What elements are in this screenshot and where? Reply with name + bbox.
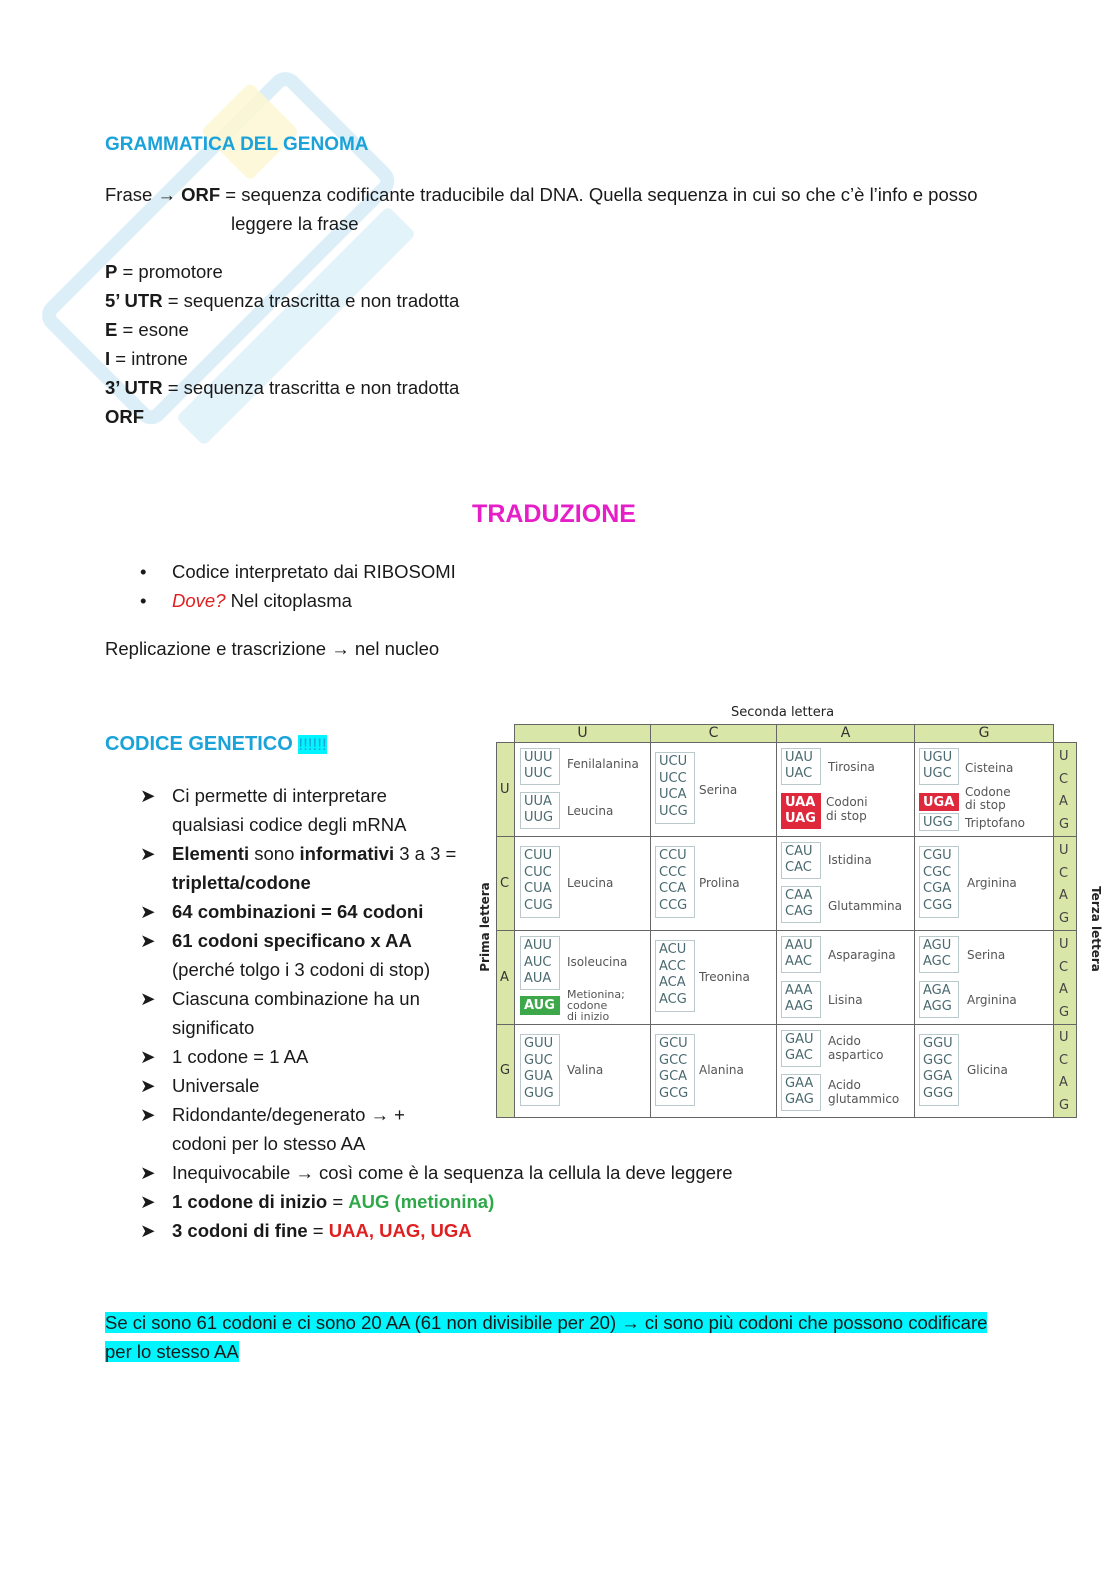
arrow-icon: → xyxy=(157,184,176,205)
codon-box xyxy=(520,1034,560,1106)
genome-heading: GRAMMATICA DEL GENOMA xyxy=(105,134,369,155)
point-text: sono xyxy=(249,843,300,864)
col-header-c: C xyxy=(650,724,777,743)
codon: AUG xyxy=(524,998,555,1013)
arrow-icon: → xyxy=(621,1312,640,1333)
arrow-bullet-icon: ➤ xyxy=(140,1220,156,1241)
grid-hline xyxy=(496,836,1077,837)
point-elementi xyxy=(140,839,457,868)
grid-hline xyxy=(496,930,1077,931)
amino-acid: Cisteina xyxy=(965,761,1014,775)
orf-def-line2: leggere la frase xyxy=(231,213,359,234)
genome-item-p xyxy=(105,257,459,286)
codon: AUC xyxy=(524,954,552,970)
third-a: A xyxy=(1059,1075,1068,1090)
codon: CUC xyxy=(524,864,552,880)
aa-line: Metionina; xyxy=(567,988,625,1001)
codon: UAC xyxy=(785,766,813,781)
point-bold-2: informativi xyxy=(299,843,395,864)
orf-definition xyxy=(105,180,1005,209)
point-bold: tripletta/codone xyxy=(172,872,311,893)
amino-acid: Tirosina xyxy=(828,760,875,774)
arrow-bullet-icon: ➤ xyxy=(140,1104,156,1125)
codon: UAU xyxy=(785,750,813,765)
codon: UCU xyxy=(659,754,688,769)
third-g: G xyxy=(1059,1004,1070,1020)
bullet-ribosomi: • Codice interpretato dai RIBOSOMI xyxy=(172,557,456,586)
codon: UGG xyxy=(923,815,953,830)
dove-answer: Nel citoplasma xyxy=(225,590,352,611)
codon-box xyxy=(655,940,695,1012)
codon: CUU xyxy=(524,848,553,863)
point-ridondante-cont: codoni per lo stesso AA xyxy=(172,1133,366,1154)
codon: GAA xyxy=(785,1076,814,1091)
point-ridondante xyxy=(140,1100,405,1129)
codon-box xyxy=(781,981,821,1018)
codon: GUG xyxy=(524,1085,554,1101)
point-61-cont: (perché tolgo i 3 codoni di stop) xyxy=(172,959,431,980)
aa-line: aspartico xyxy=(828,1048,884,1062)
third-g: G xyxy=(1059,816,1070,832)
codon: UGC xyxy=(923,766,952,781)
arrow-icon: → xyxy=(295,1162,314,1183)
aa-line: Codone xyxy=(965,785,1011,799)
amino-acid: Glicina xyxy=(967,1063,1008,1077)
point-61 xyxy=(140,926,412,955)
amino-acid: Lisina xyxy=(828,993,863,1007)
genome-item-e xyxy=(105,315,459,344)
point-bold: 64 combinazioni = 64 codoni xyxy=(172,901,424,922)
amino-acid xyxy=(826,795,868,823)
codon: ACG xyxy=(659,991,687,1007)
stop-codon-box xyxy=(781,793,821,829)
codon-box xyxy=(781,842,821,879)
codon: AAU xyxy=(785,938,813,953)
point-inizio xyxy=(140,1187,495,1216)
amino-acid xyxy=(828,1034,884,1062)
amino-acid: Prolina xyxy=(699,876,740,890)
codon: GAG xyxy=(785,1092,814,1107)
point-64 xyxy=(140,897,424,926)
codon: CCC xyxy=(659,864,687,880)
codon: UAA xyxy=(785,795,816,810)
start-codon-box xyxy=(520,996,560,1015)
term: ORF xyxy=(105,406,145,427)
term: E xyxy=(105,319,118,340)
codon: CGA xyxy=(923,881,952,896)
codon: GCA xyxy=(659,1069,688,1084)
codon-box xyxy=(655,846,695,918)
amino-acid: Fenilalanina xyxy=(567,757,639,771)
codon-box xyxy=(520,936,560,990)
orf-def-line1: = sequenza codificante traducibile dal DNA. Quella sequenza in cui so che c’è l’info e posso xyxy=(220,184,978,205)
third-a: A xyxy=(1059,794,1068,809)
point-interpretare-cont: qualsiasi codice degli mRNA xyxy=(172,814,407,835)
aa-line: codone xyxy=(567,999,608,1012)
genome-item-5utr xyxy=(105,286,459,315)
point-fine xyxy=(140,1216,472,1245)
point-interpretare xyxy=(140,781,387,810)
point-text: 1 codone = 1 AA xyxy=(172,1046,309,1067)
codon: CAU xyxy=(785,844,813,859)
amino-acid: Serina xyxy=(699,783,738,797)
point-plus: + xyxy=(389,1104,405,1125)
stop-codons-value: UAA, UAG, UGA xyxy=(328,1220,472,1241)
third-g: G xyxy=(1059,910,1070,926)
row-header-u: U xyxy=(500,782,510,797)
codon: AUA xyxy=(524,971,552,986)
amino-acid: Istidina xyxy=(828,853,872,867)
codon: AGC xyxy=(923,954,951,969)
codice-heading-text: CODICE GENETICO xyxy=(105,733,293,755)
arrow-bullet-icon: ➤ xyxy=(140,1046,156,1067)
third-letter-label: Terza lettera xyxy=(1089,886,1103,972)
third-letters-c xyxy=(1059,840,1069,930)
third-g: G xyxy=(1059,1097,1070,1113)
point-bold: 3 codoni di fine xyxy=(172,1220,308,1241)
codon: CAG xyxy=(785,904,813,919)
codon-box xyxy=(655,1034,695,1106)
desc: = introne xyxy=(110,348,188,369)
amino-acid: Arginina xyxy=(967,876,1017,890)
col-header-u: U xyxy=(514,724,651,743)
codon: CGU xyxy=(923,848,952,863)
amino-acid: Valina xyxy=(567,1063,604,1077)
amino-acid: Serina xyxy=(967,948,1006,962)
codon-box xyxy=(919,748,959,785)
term: 3’ UTR xyxy=(105,377,163,398)
codon: CAA xyxy=(785,888,813,903)
codon: GAC xyxy=(785,1048,813,1063)
replication-text: Replicazione e trascrizione xyxy=(105,638,332,659)
point-1codone xyxy=(140,1042,309,1071)
amino-acid xyxy=(828,1078,899,1106)
amino-acid: Arginina xyxy=(967,993,1017,1007)
replication-line xyxy=(105,634,439,663)
term: P xyxy=(105,261,118,282)
third-u: U xyxy=(1059,843,1069,858)
point-universale xyxy=(140,1071,260,1100)
codon: GUC xyxy=(524,1052,553,1068)
codon: UCG xyxy=(659,803,688,819)
codon-box xyxy=(655,752,695,824)
codon: GGG xyxy=(923,1085,954,1101)
traduzione-title: TRADUZIONE xyxy=(472,500,636,528)
desc: = sequenza trascritta e non tradotta xyxy=(162,290,460,311)
aa-line: Acido xyxy=(828,1078,861,1092)
amino-acid: Asparagina xyxy=(828,948,896,962)
point-text: Universale xyxy=(172,1075,260,1096)
third-letters-a xyxy=(1059,934,1069,1024)
traduzione-bullets xyxy=(172,557,456,615)
third-a: A xyxy=(1059,982,1068,997)
codon: UUG xyxy=(524,810,554,825)
arrow-bullet-icon: ➤ xyxy=(140,1075,156,1096)
codon-box xyxy=(919,813,959,831)
codon-box xyxy=(919,846,959,918)
aa-line: di stop xyxy=(826,809,867,823)
codon-box xyxy=(919,1034,959,1106)
point-text: = xyxy=(307,1220,329,1241)
codon: CUG xyxy=(524,897,553,913)
desc: = sequenza trascritta e non tradotta xyxy=(162,377,460,398)
desc: = esone xyxy=(117,319,189,340)
point-text: Ciascuna combinazione ha un xyxy=(172,988,420,1009)
codon: UUC xyxy=(524,766,553,781)
note-line2: per lo stesso AA xyxy=(105,1341,239,1362)
point-tripletta xyxy=(172,868,311,897)
desc: = promotore xyxy=(117,261,223,282)
codon: ACU xyxy=(659,942,687,957)
col-header-a: A xyxy=(776,724,915,743)
genome-list xyxy=(105,257,459,431)
point-text-2: così come è la sequenza la cellula la deve leggere xyxy=(313,1162,733,1183)
third-letters-u xyxy=(1059,746,1069,836)
codon: GGU xyxy=(923,1036,953,1051)
codon: GUU xyxy=(524,1036,554,1051)
replication-place: nel nucleo xyxy=(349,638,440,659)
row-header-g: G xyxy=(500,1063,511,1078)
aa-line: di inizio xyxy=(567,1010,610,1023)
third-a: A xyxy=(1059,888,1068,903)
codon: UUA xyxy=(524,794,552,809)
codon: CGC xyxy=(923,864,952,880)
genome-item-i xyxy=(105,344,459,373)
third-u: U xyxy=(1059,937,1069,952)
point-bold: Elementi xyxy=(172,843,250,864)
codon: GCG xyxy=(659,1085,689,1101)
aa-line: di stop xyxy=(965,798,1006,812)
codon: GCU xyxy=(659,1036,688,1051)
note-line1 xyxy=(105,1312,987,1333)
grid-hline xyxy=(496,1024,1077,1025)
codon: AGU xyxy=(923,938,952,953)
amino-acid: Leucina xyxy=(567,804,614,818)
codon: GGA xyxy=(923,1069,953,1084)
codon-box xyxy=(520,792,560,829)
first-letter-label: Prima lettera xyxy=(478,882,492,972)
point-text: Ridondante/degenerato xyxy=(172,1104,371,1125)
amino-acid: Leucina xyxy=(567,876,614,890)
aa-line: Acido xyxy=(828,1034,861,1048)
arrow-icon: → xyxy=(331,638,350,659)
point-text: = xyxy=(327,1191,349,1212)
point-text: Ci permette di interpretare xyxy=(172,785,387,806)
codon: AGA xyxy=(923,983,951,998)
codon-box xyxy=(919,981,959,1018)
codon: CCA xyxy=(659,881,687,896)
arrow-bullet-icon: ➤ xyxy=(140,1191,156,1212)
point-text-2: 3 a 3 = xyxy=(394,843,457,864)
codon-box xyxy=(781,886,821,923)
amino-acid xyxy=(965,786,1011,812)
second-letter-label: Seconda lettera xyxy=(731,705,835,720)
third-u: U xyxy=(1059,749,1069,764)
codon-box xyxy=(781,748,821,785)
codon-box xyxy=(781,1074,821,1111)
amino-acid: Treonina xyxy=(699,970,750,984)
third-c: C xyxy=(1059,771,1069,787)
codon-box xyxy=(781,1030,821,1067)
codice-heading xyxy=(105,733,327,756)
codon: AAC xyxy=(785,954,812,969)
orf-term: ORF xyxy=(181,184,221,205)
genetic-code-table xyxy=(476,700,1103,1125)
codon: ACA xyxy=(659,975,686,990)
row-header-a: A xyxy=(500,970,509,985)
start-codon-value: AUG (metionina) xyxy=(348,1191,495,1212)
genome-item-3utr xyxy=(105,373,459,402)
codon: AAA xyxy=(785,983,813,998)
codon: UAG xyxy=(785,811,816,826)
aa-line: Codoni xyxy=(826,795,868,809)
codon-box xyxy=(520,748,560,785)
codon-box xyxy=(781,936,821,973)
arrow-bullet-icon: ➤ xyxy=(140,930,156,951)
codon-box xyxy=(919,936,959,973)
codon: CCG xyxy=(659,897,688,913)
codon: CUA xyxy=(524,881,552,896)
codon: ACC xyxy=(659,958,686,974)
codon: UUU xyxy=(524,750,553,765)
codon: AUU xyxy=(524,938,552,953)
codon: UGU xyxy=(923,750,953,765)
codon: GGC xyxy=(923,1052,953,1068)
bullet-dove xyxy=(172,586,456,615)
third-c: C xyxy=(1059,959,1069,975)
codon-box xyxy=(520,846,560,918)
note-paragraph xyxy=(105,1308,1005,1366)
codon: UCC xyxy=(659,770,687,786)
codon: CCU xyxy=(659,848,687,863)
codon: UCA xyxy=(659,787,687,802)
arrow-bullet-icon: ➤ xyxy=(140,901,156,922)
codon: GUA xyxy=(524,1069,553,1084)
codon: GAU xyxy=(785,1032,814,1047)
point-bold: 61 codoni specificano x AA xyxy=(172,930,412,951)
amino-acid: Alanina xyxy=(699,1063,744,1077)
amino-acid xyxy=(567,989,625,1022)
note-text-b: ci sono più codoni che possono codificare xyxy=(639,1312,988,1333)
point-text: Inequivocabile xyxy=(172,1162,296,1183)
third-letters-g xyxy=(1059,1027,1069,1117)
point-significato-cont: significato xyxy=(172,1017,255,1038)
point-significato xyxy=(140,984,420,1013)
genome-item-orf xyxy=(105,402,459,431)
row-header-c: C xyxy=(500,876,510,891)
codice-heading-highlight: !!!!!! xyxy=(298,735,327,754)
note-text-a: Se ci sono 61 codoni e ci sono 20 AA (61 non divisibile per 20) xyxy=(105,1312,622,1333)
amino-acid: Triptofano xyxy=(965,816,1026,830)
codon: AGG xyxy=(923,999,952,1014)
arrow-bullet-icon: ➤ xyxy=(140,988,156,1009)
codon: CGG xyxy=(923,897,953,913)
frase-label: Frase xyxy=(105,184,158,205)
point-bold: 1 codone di inizio xyxy=(172,1191,328,1212)
amino-acid: Glutammina xyxy=(828,899,902,913)
point-inequivocabile xyxy=(140,1158,733,1187)
arrow-bullet-icon: ➤ xyxy=(140,785,156,806)
arrow-bullet-icon: ➤ xyxy=(140,843,156,864)
term: I xyxy=(105,348,111,369)
third-c: C xyxy=(1059,1052,1069,1068)
arrow-icon: → xyxy=(370,1104,390,1125)
col-header-g: G xyxy=(914,724,1054,743)
codon: AAG xyxy=(785,999,813,1014)
arrow-bullet-icon: ➤ xyxy=(140,1162,156,1183)
dove-question: Dove? xyxy=(172,590,226,611)
aa-line: glutammico xyxy=(828,1092,900,1106)
codon: GCC xyxy=(659,1052,688,1068)
stop-codon-box xyxy=(919,793,959,811)
third-u: U xyxy=(1059,1030,1069,1045)
codon: UGA xyxy=(923,795,955,810)
term: 5’ UTR xyxy=(105,290,163,311)
amino-acid: Isoleucina xyxy=(567,955,628,969)
codon: CAC xyxy=(785,860,812,875)
third-c: C xyxy=(1059,865,1069,881)
